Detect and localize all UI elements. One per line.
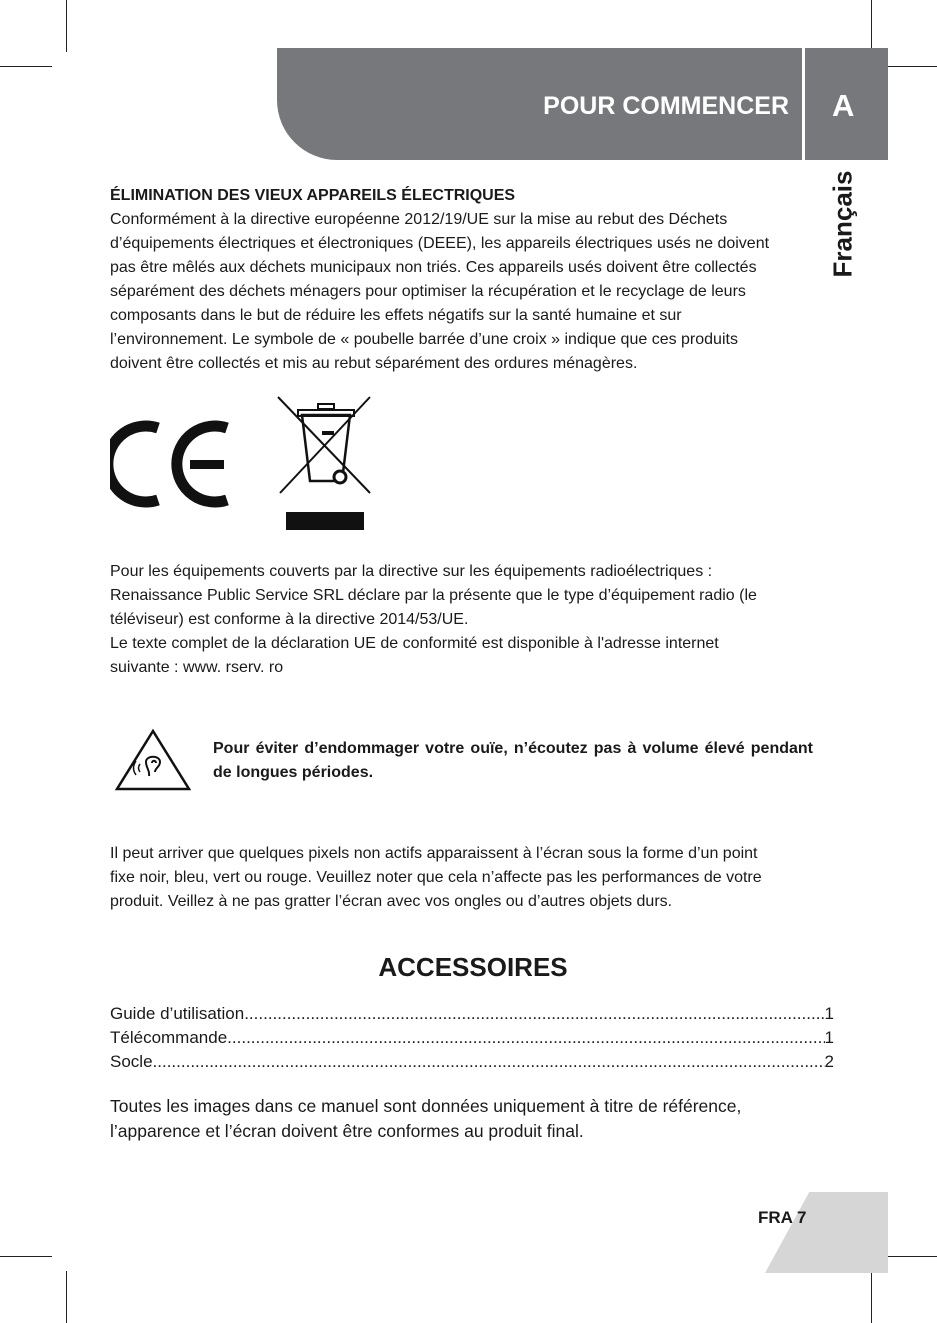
hearing-warning-icon [114,728,192,792]
crop-mark [885,66,937,67]
radio-line: téléviseur) est conforme à la directive 2014/53/UE. [110,611,469,628]
disposal-line: Conformément à la directive européenne 2012/19/UE sur la mise au rebut des Déchets [110,211,728,228]
pixels-line: fixe noir, bleu, vert ou rouge. Veuillez noter que cela n’affecte pas les performances de votre [110,869,762,886]
radio-line: Le texte complet de la déclaration UE de conformité est disponible à l'adresse internet [110,635,719,652]
disposal-line: séparément des déchets ménagers pour optimiser la récupération et le recyclage de leurs [110,283,746,300]
accessory-item [110,1050,834,1074]
accessories-title: ACCESSOIRES [378,952,568,982]
crossed-bin-icon [274,393,374,533]
language-label: Français [827,170,858,278]
pixels-line: produit. Veillez à ne pas gratter l’écran avec vos ongles ou d’autres objets durs. [110,893,673,910]
accessory-item [110,1002,834,1026]
disposal-line: composants dans le but de réduire les effets négatifs sur la santé humaine et sur [110,307,682,324]
final-note-line: l’apparence et l’écran doivent être conformes au produit final. [110,1121,584,1141]
leader-dots [227,1026,824,1050]
accessory-name: Socle [110,1052,153,1071]
radio-line [110,656,283,680]
leader-dots [153,1050,825,1074]
crop-mark [66,0,67,52]
accessory-qty: 1 [824,1004,834,1023]
disposal-line: pas être mêlés aux déchets municipaux non triés. Ces appareils usés doivent être collectés [110,259,757,276]
pixels-line: Il peut arriver que quelques pixels non actifs apparaissent à l’écran sous la forme d’un point [110,845,758,862]
disposal-line: doivent être collectés et mis au rebut séparément des ordures ménagères. [110,355,638,372]
crop-mark [885,1256,937,1257]
header-divider [802,48,805,160]
accessory-qty: 2 [824,1052,834,1071]
crop-mark [0,66,52,67]
radio-line: Pour les équipements couverts par la directive sur les équipements radioélectriques : [110,563,713,580]
section-title: POUR COMMENCER [543,92,789,120]
final-note-line: Toutes les images dans ce manuel sont données uniquement à titre de référence, [110,1096,742,1116]
ce-mark-icon [110,420,235,510]
hearing-warning-text: Pour éviter d’endommager votre ouïe, n’écoutez pas à volume élevé pendant de longues périodes. [213,740,813,781]
crop-mark [871,0,872,52]
website-link[interactable]: www. rserv. ro [182,659,284,676]
accessory-item [110,1026,834,1050]
accessory-qty: 1 [824,1028,834,1047]
radio-prefix: suivante : [110,659,183,676]
accessory-name: Télécommande [110,1028,228,1047]
page-number: FRA 7 [758,1208,807,1227]
radio-line: Renaissance Public Service SRL déclare par la présente que le type d’équipement radio (le [110,587,757,604]
disposal-line: d’équipements électriques et électroniques (DEEE), les appareils électriques usés ne doivent [110,235,770,252]
accessory-name: Guide d’utilisation [110,1004,245,1023]
disposal-heading: ÉLIMINATION DES VIEUX APPAREILS ÉLECTRIQUES [110,187,516,204]
crop-mark [871,1271,872,1323]
footer-tab [765,1192,888,1273]
leader-dots [244,1002,824,1026]
crop-mark [0,1256,52,1257]
crop-mark [66,1271,67,1323]
disposal-line: l’environnement. Le symbole de « poubelle barrée d’une croix » indique que ces produits [110,331,738,348]
section-letter: A [832,88,855,123]
